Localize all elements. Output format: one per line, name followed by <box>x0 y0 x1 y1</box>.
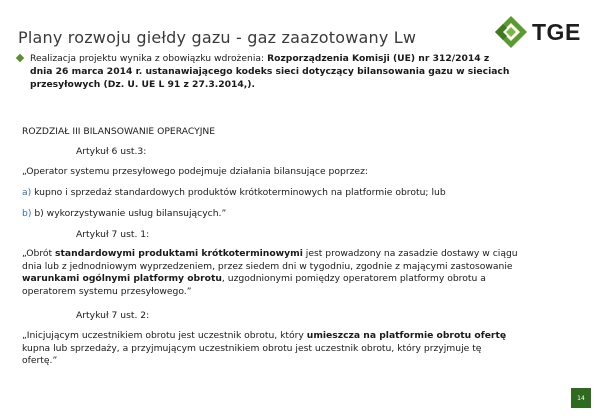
list-item-a-text: kupno i sprzedaż standardowych produktów krótkoterminowych na platformie obrotu; lub <box>34 187 446 198</box>
regulation-title-part3: przesyłowych (Dz. U. UE L 91 z 27.3.2014,). <box>30 79 255 90</box>
article-7-2-ref: Artykuł 7 ust. 2: <box>76 310 150 321</box>
quote-line4: operatorem systemu przesyłowego.” <box>22 285 192 297</box>
quote-line2: dnia lub z jednodniowym wyprzedzeniem, przez siedem dni w tygodniu, zgodnie z mającymi zastosowanie <box>22 260 513 272</box>
list-item-b-text: b) wykorzystywanie usług bilansujących.” <box>34 208 227 219</box>
quote2-line2: kupna lub sprzedaży, a przyjmującym uczestnikiem obrotu jest uczestnik obrotu, który przyjmuje tę <box>22 342 482 354</box>
tge-logo-mark-icon <box>494 15 528 49</box>
intro-line1-text: Realizacja projektu wynika z obowiązku wdrożenia: <box>30 53 268 64</box>
term-standard-products: standardowymi produktami krótkoterminowymi <box>55 248 303 259</box>
tge-logo <box>494 14 581 50</box>
section-heading: ROZDZIAŁ III BILANSOWANIE OPERACYJNE <box>22 126 216 137</box>
term-general-conditions: warunkami ogólnymi platformy obrotu <box>22 273 222 284</box>
bullet-diamond-icon <box>16 54 24 62</box>
regulation-title-part1: Rozporządzenia Komisji (UE) nr 312/2014 z <box>267 53 490 64</box>
quote2-line3: ofertę.” <box>22 355 58 366</box>
page-title: Plany rozwoju giełdy gazu - gaz zaazotowany Lw <box>18 28 417 47</box>
term-places-offer: umieszcza na platformie obrotu ofertę <box>306 330 507 341</box>
article-7-1-ref: Artykuł 7 ust. 1: <box>76 229 150 240</box>
list-item-b <box>22 208 226 219</box>
article-7-2-quote <box>22 330 506 366</box>
quote-line1-rest: jest prowadzony na zasadzie dostawy w ciągu <box>302 248 518 259</box>
article-6-ref: Artykuł 6 ust.3: <box>76 146 147 157</box>
article-6-quote: „Operator systemu przesyłowego podejmuje działania bilansujące poprzez: <box>22 166 368 177</box>
quote-open: „Obrót <box>22 248 56 259</box>
regulation-title-part2: dnia 26 marca 2014 r. ustanawiającego kodeks sieci dotyczący bilansowania gazu w sieciach <box>30 66 510 77</box>
list-item-a <box>22 187 446 198</box>
quote2-open: „Inicjującym uczestnikiem obrotu jest uczestnik obrotu, który <box>22 330 307 341</box>
list-marker-a: a) <box>22 187 32 198</box>
logo-text: TGE <box>532 18 581 45</box>
quote-line3-rest: , uzgodnionymi pomiędzy operatorem platformy obrotu a <box>221 273 486 284</box>
list-marker-b: b) <box>22 208 32 219</box>
article-7-1-quote <box>22 248 518 297</box>
page-number-badge: 14 <box>571 388 591 408</box>
